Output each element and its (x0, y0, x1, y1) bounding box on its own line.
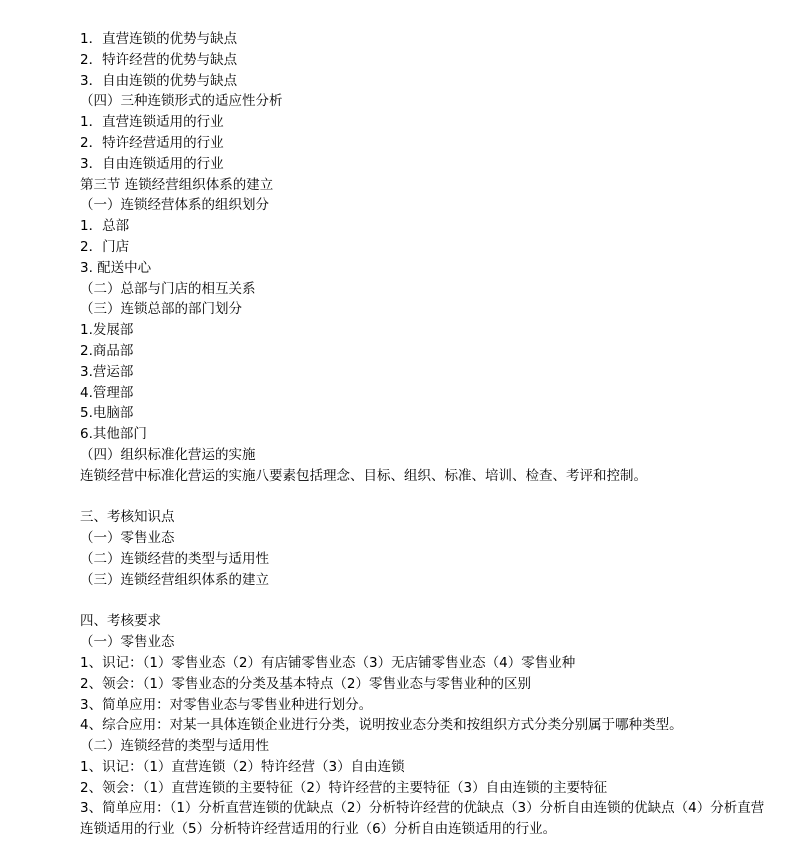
item-line: 6.其他部门 (80, 426, 147, 443)
subsection-heading: （一）零售业态 (80, 530, 175, 547)
item-line: 5.电脑部 (80, 405, 134, 422)
item-line: 3. 配送中心 (80, 259, 152, 276)
subsection-heading: （一）零售业态 (80, 634, 175, 651)
subsection-heading: （四）三种连锁形式的适应性分析 (80, 93, 283, 110)
requirement-line: 4、综合应用：对某一具体连锁企业进行分类，说明按业态分类和按组织方式分类分别属于哪种类型。 (80, 717, 683, 734)
section-heading: 三、考核知识点 (80, 509, 175, 526)
item-line: 2．特许经营的优势与缺点 (80, 51, 238, 68)
subsection-heading: （二）总部与门店的相互关系 (80, 280, 256, 297)
requirement-line: 2、领会：（1）零售业态的分类及基本特点（2）零售业态与零售业种的区别 (80, 675, 532, 692)
blank-line (80, 591, 795, 612)
requirement-line: 1、识记：（1）直营连锁（2）特许经营（3）自由连锁 (80, 758, 405, 775)
blank-line (80, 487, 795, 508)
subsection-heading: （二）连锁经营的类型与适用性 (80, 550, 269, 567)
paragraph: 连锁经营中标准化营运的实施八要素包括理念、目标、组织、标准、培训、检查、考评和控制。 (80, 467, 647, 484)
requirement-line: 2、领会：（1）直营连锁的主要特征（2）特许经营的主要特征（3）自由连锁的主要特征 (80, 779, 608, 796)
item-line: 1.发展部 (80, 322, 134, 339)
item-line: 3.营运部 (80, 363, 134, 380)
item-line: 2．门店 (80, 238, 130, 255)
section-heading: 四、考核要求 (80, 613, 161, 630)
requirement-line: 1、识记：（1）零售业态（2）有店铺零售业态（3）无店铺零售业态（4）零售业种 (80, 654, 576, 671)
item-line: 3．自由连锁适用的行业 (80, 155, 224, 172)
item-line: 2．特许经营适用的行业 (80, 134, 224, 151)
item-line: 1．总部 (80, 218, 130, 235)
item-line: 3．自由连锁的优势与缺点 (80, 72, 238, 89)
item-line: 1．直营连锁适用的行业 (80, 114, 224, 131)
item-line: 2.商品部 (80, 342, 134, 359)
subsection-heading: （三）连锁经营组织体系的建立 (80, 571, 269, 588)
subsection-heading: （三）连锁总部的部门划分 (80, 301, 242, 318)
requirement-line: 连锁适用的行业（5）分析特许经营适用的行业（6）分析自由连锁适用的行业。 (80, 821, 557, 838)
subsection-heading: （四）组织标准化营运的实施 (80, 446, 256, 463)
subsection-heading: （一）连锁经营体系的组织划分 (80, 197, 269, 214)
item-line: 1．直营连锁的优势与缺点 (80, 31, 238, 47)
subsection-heading: （二）连锁经营的类型与适用性 (80, 738, 269, 755)
section-heading: 第三节 连锁经营组织体系的建立 (80, 176, 274, 193)
requirement-line: 3、简单应用：对零售业态与零售业种进行划分。 (80, 696, 373, 713)
document-body (80, 29, 795, 840)
item-line: 4.管理部 (80, 384, 134, 401)
requirement-line: 3、简单应用：（1）分析直营连锁的优缺点（2）分析特许经营的优缺点（3）分析自由连锁的优缺点（4）分析直营 (80, 800, 765, 817)
